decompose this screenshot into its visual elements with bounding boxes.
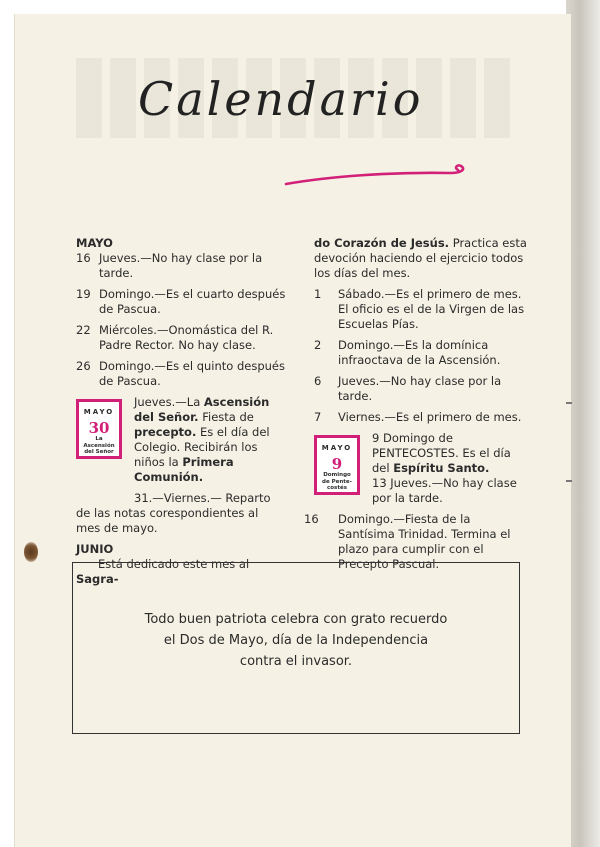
paper-stain: [24, 542, 38, 562]
text-run: Está dedicado este mes al: [98, 557, 250, 571]
text-run: Fiesta de: [198, 410, 254, 424]
calendar-box-caption: del Señor: [84, 449, 114, 455]
page-mark: [566, 480, 572, 482]
calendar-box-month: MAYO: [83, 408, 115, 416]
text-bold: precepto.: [134, 425, 197, 439]
entry-text: [372, 431, 527, 506]
entry-text: Domingo.—Es el cuarto después de Pascua.: [99, 287, 286, 316]
calendar-box-30: [76, 399, 122, 459]
calendar-box-caption: Domingo: [323, 472, 351, 478]
notice-text: Todo buen patriota celebra con grato recuerdo el Dos de Mayo, día de la Independencia contra el invasor.: [144, 612, 448, 669]
entry-junio-2: [314, 338, 527, 368]
calendar-box-caption: costés: [327, 485, 347, 491]
text-bold: do Corazón de Jesús.: [314, 236, 450, 250]
entry-day: 1: [314, 287, 322, 301]
calendar-box-caption: La: [95, 436, 103, 442]
text-run: 9 Domingo de PENTECOSTES. Es el día del: [372, 431, 511, 475]
entry-day: 7: [314, 410, 322, 424]
entry-day: 6: [314, 374, 322, 388]
entry-mayo-31: [76, 491, 286, 536]
calendar-box-day: 9: [331, 455, 343, 473]
entry-junio-9: [314, 431, 527, 506]
text-run: Practica esta devoción haciendo el ejercicio todos los días del mes.: [314, 236, 527, 280]
entry-day: 22: [76, 323, 91, 337]
entry-text: Domingo.—Es la domínica infraoctava de la Ascensión.: [338, 338, 501, 367]
entry-text: Jueves.—No hay clase por la tarde.: [338, 374, 502, 403]
entry-day: 2: [314, 338, 322, 352]
entry-text: Domingo.—Es el quinto después de Pascua.: [99, 359, 285, 388]
notice-box: [72, 562, 520, 734]
text-bold: Ascensión del Señor.: [134, 395, 270, 424]
calendar-box-9: [314, 435, 360, 495]
text-run: Jueves.—La: [134, 395, 204, 409]
text-run: 13 Jueves.—No hay clase por la tarde.: [372, 476, 517, 505]
entry-mayo-16: [76, 251, 286, 281]
entry-mayo-22: [76, 323, 286, 353]
junio-intro-continued: [314, 236, 527, 281]
entry-text: Viernes.—Es el primero de mes.: [338, 410, 522, 424]
entry-text: Jueves.—No hay clase por la tarde.: [99, 251, 263, 280]
entry-text: Domingo.—Fiesta de la Santísima Trinidad. Termina el plazo para cumplir con el Precepto Pascual.: [338, 512, 511, 571]
entry-mayo-19: [76, 287, 286, 317]
entry-day: 16: [76, 251, 91, 265]
entry-text: [134, 395, 286, 485]
entry-junio-7: [314, 410, 527, 425]
entry-mayo-30: [76, 395, 286, 485]
text-bold: Sagra-: [76, 572, 119, 586]
calendar-box-month: MAYO: [321, 444, 353, 452]
heading-junio: JUNIO: [76, 542, 114, 556]
entry-junio-6: [314, 374, 527, 404]
right-column: [304, 236, 527, 578]
entry-day: 31.: [134, 491, 153, 505]
left-column: [76, 236, 286, 593]
entry-text: —Viernes.— Reparto de las notas corespondientes al mes de mayo.: [76, 491, 271, 535]
calendar-box-day: 30: [88, 419, 110, 437]
entry-day: 26: [76, 359, 91, 373]
page-mark: [566, 402, 572, 404]
calendar-box-caption: de Pente-: [322, 478, 352, 485]
scan-edge: [566, 0, 600, 847]
heading-mayo: MAYO: [76, 236, 113, 250]
text-run: Es el día del Colegio. Recibirán los niños la: [134, 425, 270, 469]
text-bold: Primera Comunión.: [134, 455, 234, 484]
page-title: Calendario: [138, 72, 424, 126]
entry-day: 16: [304, 512, 319, 526]
calendar-box-caption: Ascensión: [83, 442, 115, 449]
entry-mayo-26: [76, 359, 286, 389]
text-bold: Espíritu Santo.: [393, 461, 490, 475]
entry-text: Sábado.—Es el primero de mes. El oficio es el de la Virgen de las Escuelas Pías.: [338, 287, 525, 331]
entry-text: Miércoles.—Onomástica del R. Padre Rector. No hay clase.: [99, 323, 274, 352]
entry-junio-1: [314, 287, 527, 332]
decorative-swoosh: [282, 162, 472, 192]
entry-day: 19: [76, 287, 91, 301]
